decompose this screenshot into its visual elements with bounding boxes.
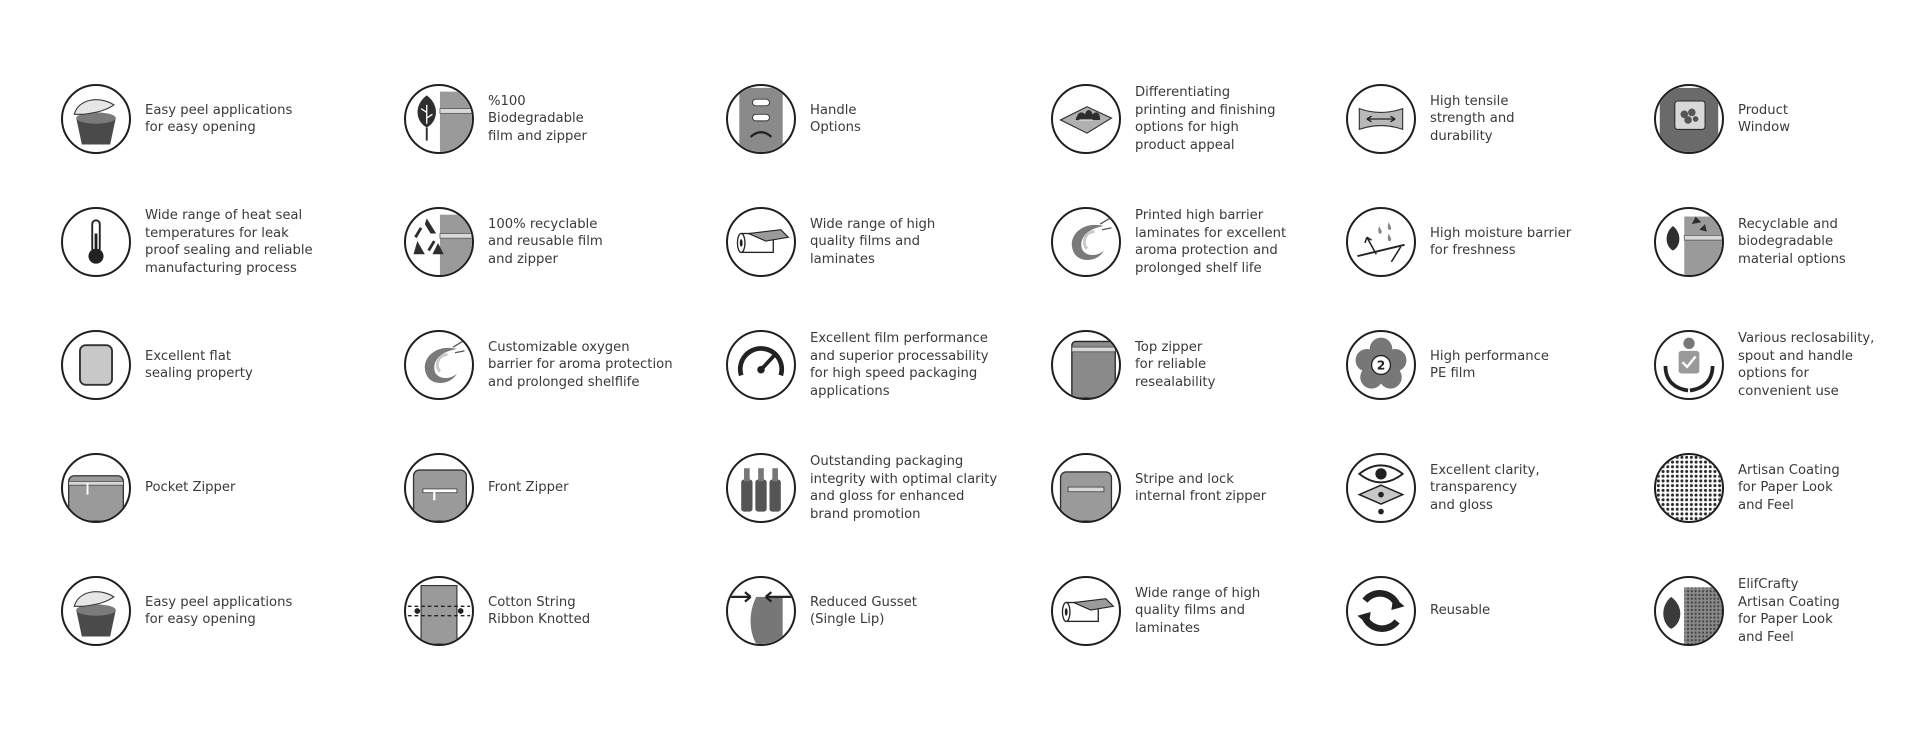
stretch-film-icon <box>1346 84 1416 154</box>
feature-easy-peel-2 <box>61 571 292 651</box>
dot-texture-icon <box>1654 453 1724 523</box>
feature-label: Easy peel applications for easy opening <box>145 594 293 627</box>
feature-clarity <box>1346 448 1540 528</box>
feature-biodegradable-zipper <box>404 79 587 159</box>
feature-label: High tensile strength and durability <box>1430 93 1515 144</box>
feature-label: Printed high barrier laminates for excellent aroma protection and prolonged shelf life <box>1135 208 1287 276</box>
product-window-icon <box>1654 84 1724 154</box>
feature-label: Customizable oxygen barrier for aroma protection and prolonged shelflife <box>488 339 673 390</box>
feature-label: Wide range of high quality films and laminates <box>1135 585 1261 636</box>
pe-film-icon <box>1346 330 1416 400</box>
feature-label: Front Zipper <box>488 480 569 496</box>
feature-label: Artisan Coating for Paper Look and Feel <box>1738 462 1840 513</box>
film-roll-icon <box>726 207 796 277</box>
aroma-swirl-icon <box>1051 207 1121 277</box>
feature-reusable <box>1346 571 1490 651</box>
feature-label: Excellent flat sealing property <box>145 348 253 381</box>
feature-reduced-gusset <box>726 571 917 651</box>
feature-top-zipper <box>1051 325 1215 405</box>
peel-cup-icon <box>61 84 131 154</box>
moisture-barrier-icon <box>1346 207 1416 277</box>
feature-label: %100 Biodegradable film and zipper <box>488 93 587 144</box>
top-zipper-icon <box>1051 330 1121 400</box>
feature-front-zipper <box>404 448 569 528</box>
feature-label: Stripe and lock internal front zipper <box>1135 471 1267 504</box>
eco-materials-icon <box>1654 207 1724 277</box>
feature-label: Product Window <box>1738 102 1790 135</box>
feature-label: Outstanding packaging integrity with optimal clarity and gloss for enhanced brand promotion <box>810 454 998 522</box>
feature-tensile-strength <box>1346 79 1515 159</box>
speedometer-icon <box>726 330 796 400</box>
feature-label: Reduced Gusset (Single Lip) <box>810 594 917 627</box>
recycle-zipper-icon <box>404 207 474 277</box>
oxygen-swirl-icon <box>404 330 474 400</box>
feature-label: Recyclable and biodegradable material options <box>1738 216 1846 267</box>
feature-reclosability <box>1654 325 1874 405</box>
feature-product-window <box>1654 79 1790 159</box>
feature-easy-peel <box>61 79 292 159</box>
feature-label: Excellent clarity, transparency and gloss <box>1430 462 1540 513</box>
feature-label: High performance PE film <box>1430 348 1549 381</box>
feature-label: Wide range of heat seal temperatures for leak proof sealing and reliable manufacturing process <box>145 208 313 276</box>
feature-aroma-barrier <box>1051 202 1286 282</box>
leaf-zipper-icon <box>404 84 474 154</box>
feature-eco-materials <box>1654 202 1846 282</box>
feature-elifcrafty <box>1654 571 1840 651</box>
feature-packaging-integrity <box>726 448 997 528</box>
feature-flat-sealing <box>61 325 253 405</box>
feature-label: Pocket Zipper <box>145 480 236 496</box>
feature-label: Reusable <box>1430 603 1491 619</box>
feature-label: 100% recyclable and reusable film and zipper <box>488 216 603 267</box>
leaf-texture-icon <box>1654 576 1724 646</box>
feature-label: Excellent film performance and superior processability for high speed packaging applications <box>810 331 989 399</box>
feature-oxygen-barrier <box>404 325 673 405</box>
svg-text:2: 2 <box>1376 358 1386 373</box>
flat-seal-icon <box>61 330 131 400</box>
feature-pe-film <box>1346 325 1549 405</box>
feature-recyclable-zipper <box>404 202 603 282</box>
feature-artisan-coating <box>1654 448 1840 528</box>
feature-label: Top zipper for reliable resealability <box>1135 339 1216 390</box>
feature-label: Differentiating printing and finishing options for high product appeal <box>1135 85 1276 153</box>
handle-bag-icon <box>726 84 796 154</box>
feature-label: Various reclosability, spout and handle options for convenient use <box>1738 331 1875 399</box>
feature-stripe-lock-zipper <box>1051 448 1266 528</box>
feature-label: Handle Options <box>810 102 861 135</box>
peel-cup-icon <box>61 576 131 646</box>
hands-checkmark-icon <box>1654 330 1724 400</box>
feature-label: ElifCrafty Artisan Coating for Paper Look and Feel <box>1738 577 1840 645</box>
cotton-string-icon <box>404 576 474 646</box>
pocket-zipper-icon <box>61 453 131 523</box>
feature-cotton-string <box>404 571 590 651</box>
reduced-gusset-icon <box>726 576 796 646</box>
eye-clarity-icon <box>1346 453 1416 523</box>
feature-moisture-barrier <box>1346 202 1571 282</box>
lotus-print-icon <box>1051 84 1121 154</box>
feature-films-laminates <box>726 202 935 282</box>
feature-heat-seal <box>61 202 313 282</box>
feature-pocket-zipper <box>61 448 235 528</box>
film-roll-icon <box>1051 576 1121 646</box>
feature-label: High moisture barrier for freshness <box>1430 225 1572 258</box>
feature-film-performance <box>726 325 989 405</box>
bottles-icon <box>726 453 796 523</box>
feature-label: Wide range of high quality films and laminates <box>810 216 936 267</box>
feature-films-laminates-2 <box>1051 571 1260 651</box>
thermometer-icon <box>61 207 131 277</box>
feature-label: Cotton String Ribbon Knotted <box>488 594 591 627</box>
feature-label: Easy peel applications for easy opening <box>145 102 293 135</box>
front-zipper-icon <box>404 453 474 523</box>
feature-printing-finishing <box>1051 79 1276 159</box>
feature-handle-options <box>726 79 861 159</box>
stripe-lock-zipper-icon <box>1051 453 1121 523</box>
reusable-arrows-icon <box>1346 576 1416 646</box>
